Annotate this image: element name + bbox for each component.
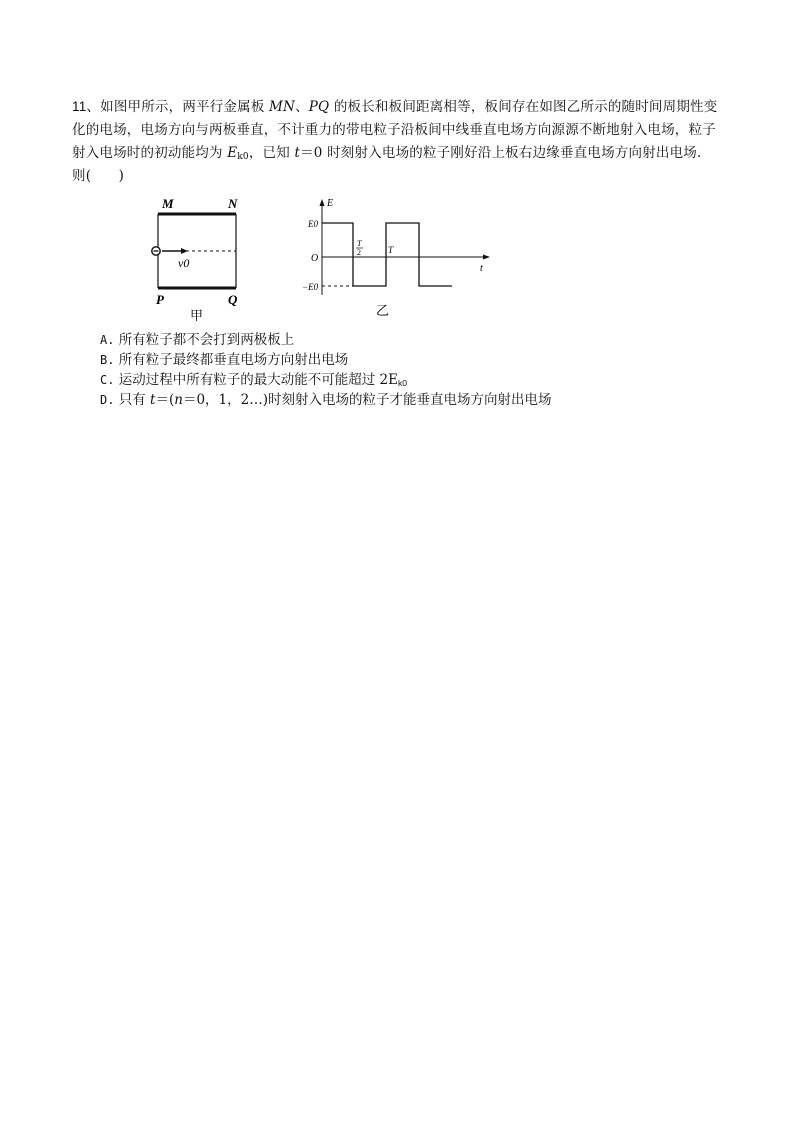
label-m: M bbox=[162, 196, 174, 211]
question-number: 11 bbox=[72, 99, 87, 114]
axis-t-arrow-icon bbox=[483, 255, 490, 260]
option-a-letter: A. bbox=[100, 333, 115, 347]
option-c[interactable] bbox=[100, 370, 740, 390]
caption-yi: 乙 bbox=[376, 303, 390, 318]
stem-text-4: ，已知 bbox=[248, 145, 295, 161]
ek-symbol: E bbox=[227, 145, 238, 161]
label-n: N bbox=[228, 196, 238, 211]
options-list bbox=[100, 330, 740, 410]
t-variable: t bbox=[294, 145, 301, 161]
label-v0: v0 bbox=[178, 256, 190, 270]
stem-text-2: 、 bbox=[295, 99, 309, 115]
figure-jia bbox=[140, 190, 260, 325]
option-a[interactable] bbox=[100, 330, 740, 350]
axis-e-label: E bbox=[327, 198, 334, 209]
option-c-subscript: k0 bbox=[398, 378, 407, 388]
e0-negative-label: −E0 bbox=[302, 282, 319, 292]
option-b-letter: B. bbox=[100, 353, 115, 367]
option-c-letter: C. bbox=[100, 373, 115, 387]
question-stem bbox=[72, 95, 722, 188]
option-d-text-1: 只有 bbox=[118, 392, 151, 408]
option-d-t: t bbox=[150, 392, 156, 408]
caption-jia: 甲 bbox=[190, 308, 204, 323]
axis-e-arrow-icon bbox=[320, 199, 325, 206]
tick-half-period-numerator: T bbox=[357, 239, 362, 248]
square-wave bbox=[322, 223, 452, 286]
arrow-head-icon bbox=[181, 248, 188, 254]
plate-pq: PQ bbox=[308, 99, 330, 115]
label-p: P bbox=[156, 292, 164, 307]
option-d-letter: D. bbox=[100, 393, 115, 407]
tick-period-label: T bbox=[388, 245, 394, 255]
option-b-text: 所有粒子最终都垂直电场方向射出电场 bbox=[118, 352, 349, 368]
figure-yi bbox=[300, 195, 500, 320]
stem-text-3: 的板长和板间距离相等，板间存在如图乙所示的随时间周期性变化的电场，电场方向与两板垂直，不计重力的带电粒子沿板间中线垂直电场方向源源不断地射入电场，粒子射入电场时的初动能均为 bbox=[72, 99, 718, 161]
tick-half-period-denominator: 2 bbox=[357, 248, 361, 257]
option-d-text-2: ＝( bbox=[155, 392, 175, 408]
plate-mn: MN bbox=[269, 99, 296, 115]
e0-positive-label: E0 bbox=[308, 219, 318, 229]
option-d-text-3: ＝0，1，2…)时刻射入电场的粒子才能垂直电场方向射出电场 bbox=[182, 392, 552, 408]
option-d[interactable] bbox=[100, 390, 740, 410]
option-c-text: 运动过程中所有粒子的最大动能不可能超过 2E bbox=[118, 372, 398, 388]
option-d-n: n bbox=[174, 392, 183, 408]
axis-t-label: t bbox=[480, 263, 483, 274]
option-b[interactable] bbox=[100, 350, 740, 370]
option-a-text: 所有粒子都不会打到两极板上 bbox=[118, 332, 295, 348]
stem-text-1: 、如图甲所示，两平行金属板 bbox=[86, 99, 270, 115]
stem-text-5: ＝0 时刻射入电场的粒子刚好沿上板右边缘垂直电场方向射出电场．则( ) bbox=[72, 145, 711, 184]
origin-label: O bbox=[311, 253, 319, 264]
ek-subscript: k0 bbox=[237, 152, 249, 162]
label-q: Q bbox=[228, 292, 238, 307]
